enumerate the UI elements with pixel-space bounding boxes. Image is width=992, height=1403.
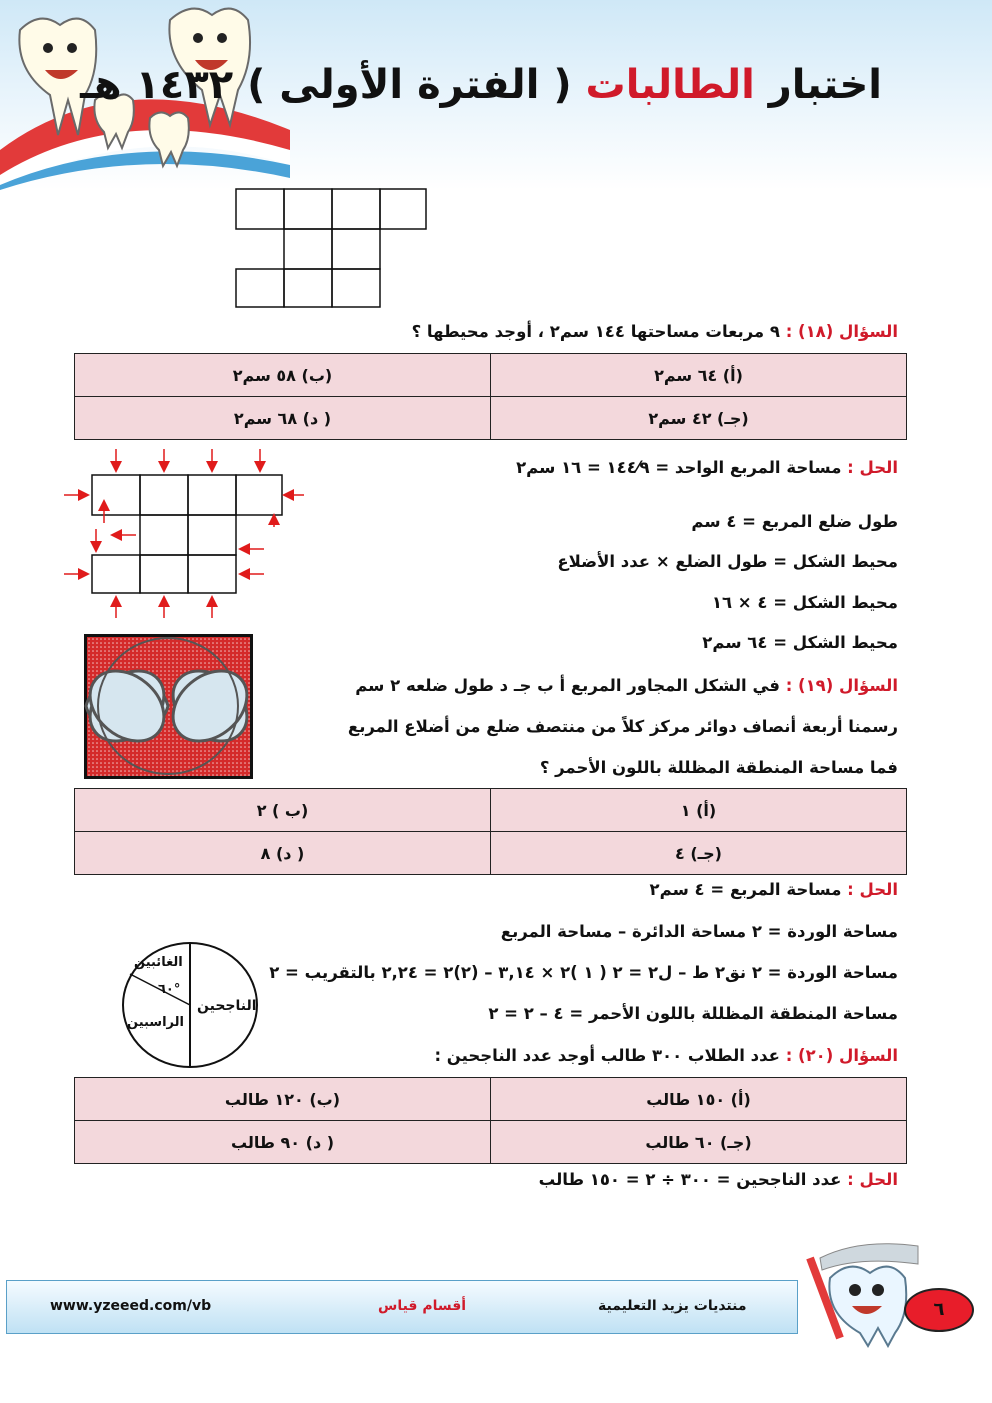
footer-section[interactable]: أقسام قياس (378, 1298, 467, 1314)
q19-options-table (74, 788, 907, 875)
pie-label-absent: الغائبين (134, 955, 183, 970)
option-c[interactable]: (جـ) ٤ (491, 832, 907, 875)
q18-solution-line-1: الحل : مساحة المربع الواحد = ١٤٤⁄٩ = ١٦ سم٢ (516, 458, 898, 477)
question-19-line-3: فما مساحة المنطقة المظللة باللون الأحمر ؟ (539, 758, 898, 777)
pie-label-passed: الناجحين (197, 998, 257, 1014)
rose-square-figure (84, 634, 254, 780)
option-d[interactable]: ( د) ٩٠ طالب (75, 1121, 491, 1164)
perimeter-arrows-figure (60, 443, 310, 623)
option-d[interactable]: ( د) ٨ (75, 832, 491, 875)
pie-label-failed: الراسبين (127, 1015, 184, 1030)
footer-url[interactable]: www.yzeeed.com/vb (50, 1298, 212, 1314)
option-b[interactable]: (ب ) ٢ (75, 789, 491, 832)
option-b[interactable]: (ب) ١٢٠ طالب (75, 1078, 491, 1121)
q18-solution-line-5: محيط الشكل = ٦٤ سم٢ (702, 633, 898, 652)
q20-options-table (74, 1077, 907, 1164)
question-20: السؤال (٢٠) : عدد الطلاب ٣٠٠ طالب أوجد عدد الناجحين : (434, 1046, 898, 1065)
q19-solution-line-1: الحل : مساحة المربع = ٤ سم٢ (649, 880, 898, 899)
q18-solution-line-2: طول ضلع المربع = ٤ سم (691, 512, 898, 531)
option-c[interactable]: (جـ) ٦٠ طالب (491, 1121, 907, 1164)
q18-solution-line-4: محيط الشكل = ٤ × ١٦ (711, 593, 898, 612)
option-d[interactable]: ( د) ٦٨ سم٢ (75, 397, 491, 440)
footer-forum: منتديات يزيد التعليمية (598, 1298, 747, 1314)
q19-solution-line-2: مساحة الوردة = ٢ مساحة الدائرة – مساحة المربع (500, 922, 898, 941)
nine-squares-figure (234, 187, 430, 311)
q19-solution-line-4: مساحة المنطقة المظللة باللون الأحمر = ٤ – ٢ = ٢ (488, 1004, 898, 1023)
option-b[interactable]: (ب) ٥٨ سم٢ (75, 354, 491, 397)
tooth-mascot-illustration (800, 1238, 922, 1348)
option-a[interactable]: (أ) ٦٤ سم٢ (491, 354, 907, 397)
option-a[interactable]: (أ) ١٥٠ طالب (491, 1078, 907, 1121)
question-19: السؤال (١٩) : في الشكل المجاور المربع أ ب جـ د طول ضلعه ٢ سم (355, 676, 898, 695)
q20-solution: الحل : عدد الناجحين = ٣٠٠ ÷ ٢ = ١٥٠ طالب (538, 1170, 898, 1189)
pie-angle-label: ٦٠° (158, 982, 181, 997)
option-a[interactable]: (أ) ١ (491, 789, 907, 832)
question-18: السؤال (١٨) : ٩ مربعات مساحتها ١٤٤ سم٢ ، أوجد محيطها ؟ (411, 322, 898, 341)
q18-solution-line-3: محيط الشكل = طول الضلع × عدد الأضلاع (557, 552, 898, 571)
option-c[interactable]: (جـ) ٤٢ سم٢ (491, 397, 907, 440)
q18-options-table (74, 353, 907, 440)
page-title: اختبار الطالبات ( الفترة الأولى ) ١٤٣٢ هـ (80, 62, 882, 108)
page-number: ٦ (904, 1288, 974, 1332)
q19-solution-line-3: مساحة الوردة = ٢ نق٢ ط – ل٢ = ٢ ( ١ )٢ × ٣,١٤ – (٢)٢ = ٢,٢٤ بالتقريب = ٢ (269, 963, 898, 982)
question-19-line-2: رسمنا أربعة أنصاف دوائر مركز كلاً من منتصف ضلع من أضلاع المربع (347, 717, 898, 736)
